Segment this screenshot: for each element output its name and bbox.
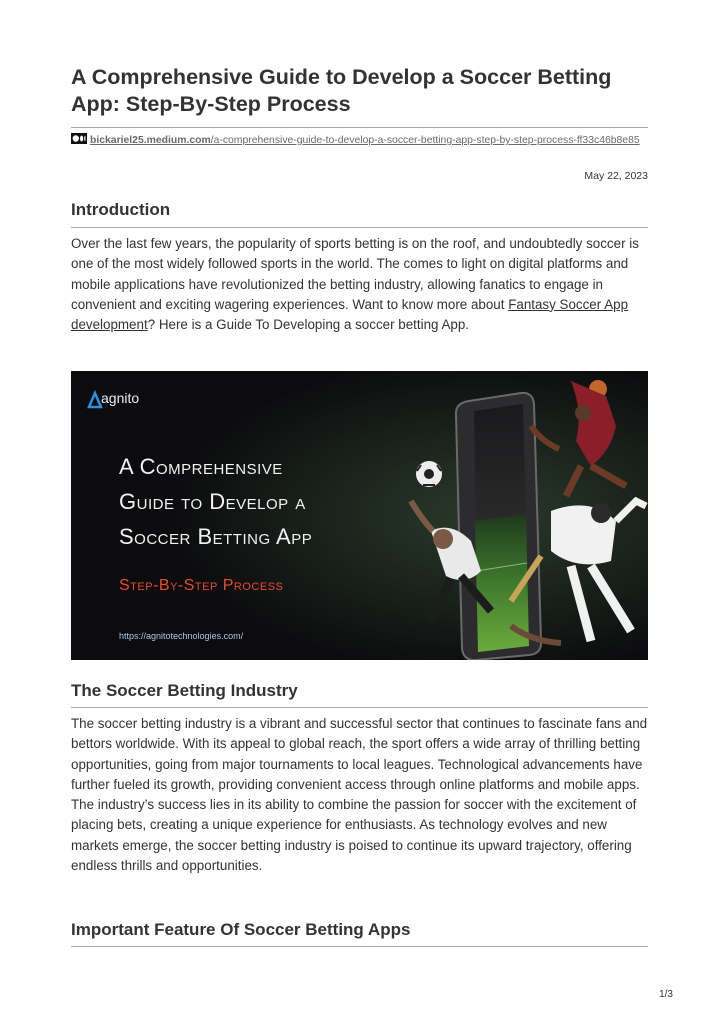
banner-url: https://agnitotechnologies.com/ [119,631,244,641]
industry-divider [71,707,648,708]
industry-paragraph: The soccer betting industry is a vibrant and successful sector that continues to fascinate fans and bettors worldwide. With its appeal to global reach, the sport offers a wide array of thrilling betting opportunities, going from major tournaments to local leagues. Technological advancements have further fueled its growth, providing convenient access through online platforms and mobile apps. The industry’s success lies in its ability to combine the passion for soccer with the excitement of placing bets, creating a unique experience for enthusiasts. As technology evolves and new markets emerge, the soccer betting industry is poised to continue its upward trajectory, offering endless thrills and opportunities. [71,716,648,874]
introduction-divider [71,227,648,228]
article-banner-image [71,371,648,660]
title-divider [71,127,648,128]
heading-introduction: Introduction [71,200,171,219]
page-number: 1/3 [659,989,673,1000]
banner-headline [119,449,312,554]
intro-text-after-link: ? Here is a Guide To Developing a soccer betting App. [147,317,470,333]
banner-brand: agnito [101,390,140,406]
medium-logo-icon [71,133,87,144]
fantasy-soccer-app-link[interactable]: Fantasy Soccer App development [71,296,629,333]
heading-important-features: Important Feature Of Soccer Betting Apps [71,920,411,939]
soccer-ball-illustration [416,461,442,487]
source-domain: bickariel25.medium.com [90,135,211,146]
phone-illustration [456,393,541,660]
publish-date: May 22, 2023 [584,170,648,182]
banner-headline-line: Guide to Develop a [119,489,306,514]
source-url-link[interactable] [90,135,640,146]
heading-soccer-betting-industry: The Soccer Betting Industry [71,681,298,700]
source-path: /a-comprehensive-guide-to-develop-a-soccer-betting-app-step-by-step-process-ff33c46b8e85 [210,135,640,146]
features-divider [71,946,648,947]
banner-headline-line: A Comprehensive [119,454,283,479]
source-link-line [71,133,648,149]
banner-subline: Step-By-Step Process [119,577,284,594]
banner-headline-line: Soccer Betting App [119,524,313,549]
intro-text-before-link: Over the last few years, the popularity of sports betting is on the roof, and undoubtedly soccer is one of the most widely followed sports in the world. The comes to light on digital platforms and mobile applications have revolutionized the betting industry, allowing fanatics to engage in convenient and exciting wagering experiences. Want to know more about [71,236,639,312]
page-title: A Comprehensive Guide to Develop a Soccer Betting App: Step-By-Step Process [71,65,612,116]
introduction-paragraph [71,234,648,335]
